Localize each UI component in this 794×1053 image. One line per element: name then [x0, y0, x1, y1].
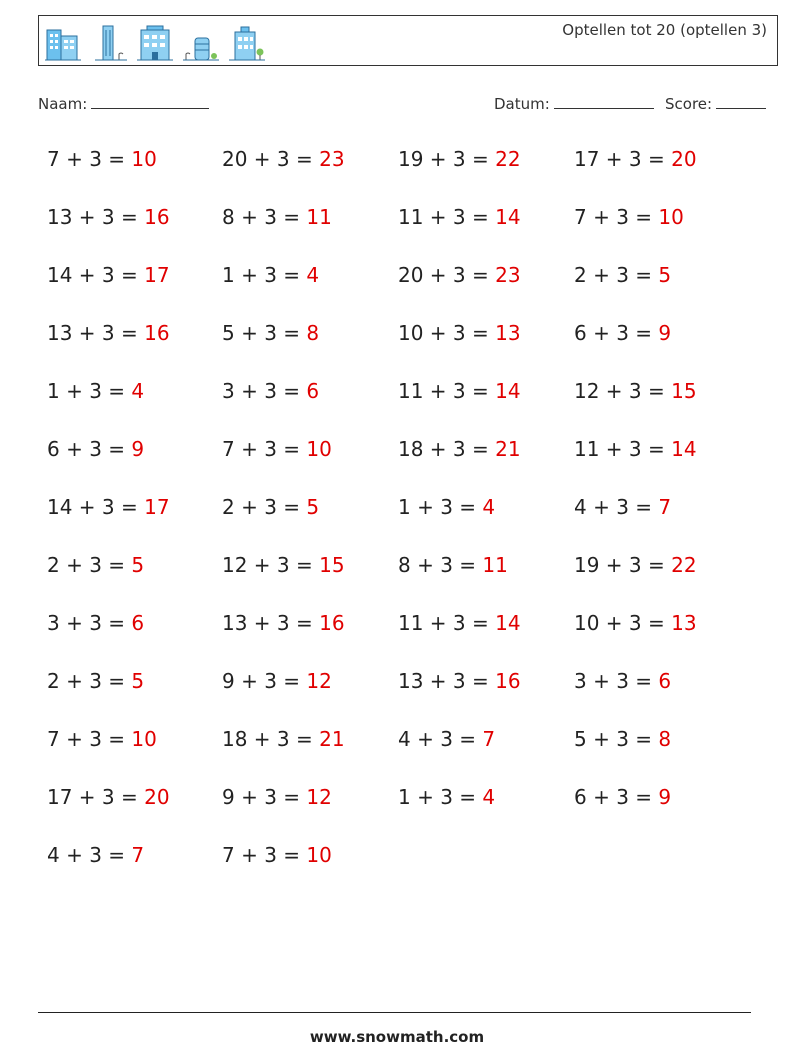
- problem-question: 5 + 3 =: [574, 727, 659, 751]
- problem-item: [47, 785, 170, 809]
- problem-item: [222, 785, 332, 809]
- problem-item: [574, 727, 671, 751]
- problem-answer: 4: [306, 263, 320, 287]
- footer-website: www.snowmath.com: [309, 1028, 485, 1046]
- problem-question: 20 + 3 =: [398, 263, 496, 287]
- problem-question: 13 + 3 =: [398, 669, 496, 693]
- problem-item: [222, 147, 345, 171]
- problem-item: [574, 437, 697, 461]
- date-label: Datum:: [494, 95, 550, 113]
- problem-item: [222, 553, 345, 577]
- problem-question: 20 + 3 =: [222, 147, 320, 171]
- problem-question: 17 + 3 =: [47, 785, 145, 809]
- problem-answer: 8: [658, 727, 672, 751]
- problem-item: [398, 205, 521, 229]
- problem-item: [47, 495, 170, 519]
- problem-answer: 4: [482, 785, 496, 809]
- problem-item: [398, 321, 521, 345]
- problem-answer: 6: [131, 611, 145, 635]
- problem-question: 13 + 3 =: [222, 611, 320, 635]
- problem-item: [574, 495, 671, 519]
- problem-item: [398, 147, 521, 171]
- problem-question: 12 + 3 =: [222, 553, 320, 577]
- problem-question: 1 + 3 =: [222, 263, 307, 287]
- problem-question: 3 + 3 =: [574, 669, 659, 693]
- problem-answer: 23: [495, 263, 521, 287]
- problem-answer: 10: [131, 727, 157, 751]
- problem-answer: 16: [144, 321, 170, 345]
- problem-item: [47, 321, 170, 345]
- problem-question: 3 + 3 =: [47, 611, 132, 635]
- problem-question: 19 + 3 =: [574, 553, 672, 577]
- problem-answer: 4: [482, 495, 496, 519]
- problem-item: [574, 263, 671, 287]
- problem-answer: 20: [671, 147, 697, 171]
- problem-answer: 21: [495, 437, 521, 461]
- problem-answer: 8: [306, 321, 320, 345]
- problem-question: 8 + 3 =: [222, 205, 307, 229]
- problem-question: 4 + 3 =: [47, 843, 132, 867]
- problem-question: 9 + 3 =: [222, 785, 307, 809]
- worksheet-title: Optellen tot 20 (optellen 3): [562, 21, 767, 39]
- problem-item: [574, 611, 697, 635]
- problem-item: [222, 669, 332, 693]
- problem-question: 2 + 3 =: [222, 495, 307, 519]
- problem-answer: 22: [495, 147, 521, 171]
- problem-answer: 10: [306, 437, 332, 461]
- problem-question: 1 + 3 =: [398, 495, 483, 519]
- problem-question: 4 + 3 =: [398, 727, 483, 751]
- problem-item: [47, 727, 157, 751]
- problem-question: 1 + 3 =: [398, 785, 483, 809]
- problem-answer: 10: [658, 205, 684, 229]
- problem-question: 11 + 3 =: [398, 205, 496, 229]
- problem-question: 7 + 3 =: [222, 843, 307, 867]
- problem-item: [398, 727, 495, 751]
- problem-question: 11 + 3 =: [574, 437, 672, 461]
- problem-item: [398, 669, 521, 693]
- problem-answer: 13: [495, 321, 521, 345]
- problem-question: 13 + 3 =: [47, 205, 145, 229]
- problem-answer: 12: [306, 669, 332, 693]
- problem-item: [398, 437, 521, 461]
- problem-answer: 14: [495, 379, 521, 403]
- problem-answer: 14: [495, 611, 521, 635]
- problem-question: 12 + 3 =: [574, 379, 672, 403]
- problem-answer: 16: [144, 205, 170, 229]
- problem-item: [47, 379, 144, 403]
- problem-answer: 11: [306, 205, 332, 229]
- problem-answer: 16: [495, 669, 521, 693]
- problem-question: 17 + 3 =: [574, 147, 672, 171]
- problem-answer: 9: [131, 437, 145, 461]
- problem-question: 8 + 3 =: [398, 553, 483, 577]
- problem-item: [222, 437, 332, 461]
- problem-question: 4 + 3 =: [574, 495, 659, 519]
- problem-item: [574, 321, 671, 345]
- problem-question: 2 + 3 =: [47, 553, 132, 577]
- problem-question: 7 + 3 =: [222, 437, 307, 461]
- problem-question: 18 + 3 =: [398, 437, 496, 461]
- problem-item: [574, 147, 697, 171]
- problem-item: [47, 147, 157, 171]
- footer-divider: [38, 1012, 751, 1013]
- problem-question: 19 + 3 =: [398, 147, 496, 171]
- problem-item: [222, 611, 345, 635]
- problem-answer: 9: [658, 785, 672, 809]
- problem-item: [47, 263, 170, 287]
- problem-item: [574, 785, 671, 809]
- problem-item: [574, 553, 697, 577]
- problem-item: [398, 495, 495, 519]
- problem-question: 1 + 3 =: [47, 379, 132, 403]
- problem-answer: 5: [131, 553, 145, 577]
- problem-answer: 6: [306, 379, 320, 403]
- problem-item: [398, 379, 521, 403]
- problem-answer: 7: [658, 495, 672, 519]
- problem-question: 6 + 3 =: [47, 437, 132, 461]
- problem-answer: 6: [658, 669, 672, 693]
- problem-question: 13 + 3 =: [47, 321, 145, 345]
- problem-question: 7 + 3 =: [47, 147, 132, 171]
- problem-answer: 23: [319, 147, 345, 171]
- problem-question: 14 + 3 =: [47, 495, 145, 519]
- problem-answer: 7: [482, 727, 496, 751]
- problem-question: 10 + 3 =: [574, 611, 672, 635]
- name-label: Naam:: [38, 95, 88, 113]
- problem-item: [222, 321, 319, 345]
- problem-question: 6 + 3 =: [574, 785, 659, 809]
- problem-question: 5 + 3 =: [222, 321, 307, 345]
- problem-answer: 10: [306, 843, 332, 867]
- problem-answer: 5: [131, 669, 145, 693]
- problem-answer: 5: [658, 263, 672, 287]
- problem-question: 11 + 3 =: [398, 611, 496, 635]
- problem-item: [222, 495, 319, 519]
- problem-item: [574, 669, 671, 693]
- problem-answer: 9: [658, 321, 672, 345]
- problem-answer: 17: [144, 263, 170, 287]
- problem-item: [222, 263, 319, 287]
- problem-answer: 16: [319, 611, 345, 635]
- problem-answer: 17: [144, 495, 170, 519]
- problem-question: 7 + 3 =: [574, 205, 659, 229]
- problem-item: [47, 611, 144, 635]
- problem-item: [222, 843, 332, 867]
- problem-question: 2 + 3 =: [574, 263, 659, 287]
- problem-question: 9 + 3 =: [222, 669, 307, 693]
- problem-item: [398, 785, 495, 809]
- problem-answer: 21: [319, 727, 345, 751]
- problem-item: [47, 669, 144, 693]
- problem-item: [398, 611, 521, 635]
- problem-item: [47, 553, 144, 577]
- problem-question: 3 + 3 =: [222, 379, 307, 403]
- problem-answer: 22: [671, 553, 697, 577]
- problem-answer: 7: [131, 843, 145, 867]
- problem-item: [47, 437, 144, 461]
- problem-answer: 13: [671, 611, 697, 635]
- score-label: Score:: [665, 95, 713, 113]
- problem-answer: 15: [319, 553, 345, 577]
- problem-answer: 4: [131, 379, 145, 403]
- problem-answer: 10: [131, 147, 157, 171]
- problem-question: 14 + 3 =: [47, 263, 145, 287]
- problem-question: 7 + 3 =: [47, 727, 132, 751]
- problem-answer: 12: [306, 785, 332, 809]
- problem-question: 6 + 3 =: [574, 321, 659, 345]
- problem-question: 11 + 3 =: [398, 379, 496, 403]
- problem-item: [47, 843, 144, 867]
- problem-question: 18 + 3 =: [222, 727, 320, 751]
- problem-item: [222, 727, 345, 751]
- problem-question: 10 + 3 =: [398, 321, 496, 345]
- problem-item: [574, 379, 697, 403]
- problem-item: [574, 205, 684, 229]
- problem-answer: 11: [482, 553, 508, 577]
- problem-answer: 14: [671, 437, 697, 461]
- problem-answer: 20: [144, 785, 170, 809]
- problem-item: [47, 205, 170, 229]
- problem-question: 2 + 3 =: [47, 669, 132, 693]
- problem-item: [222, 205, 332, 229]
- problem-item: [398, 263, 521, 287]
- problem-item: [398, 553, 508, 577]
- problem-answer: 5: [306, 495, 320, 519]
- problem-item: [222, 379, 319, 403]
- problem-answer: 15: [671, 379, 697, 403]
- problem-answer: 14: [495, 205, 521, 229]
